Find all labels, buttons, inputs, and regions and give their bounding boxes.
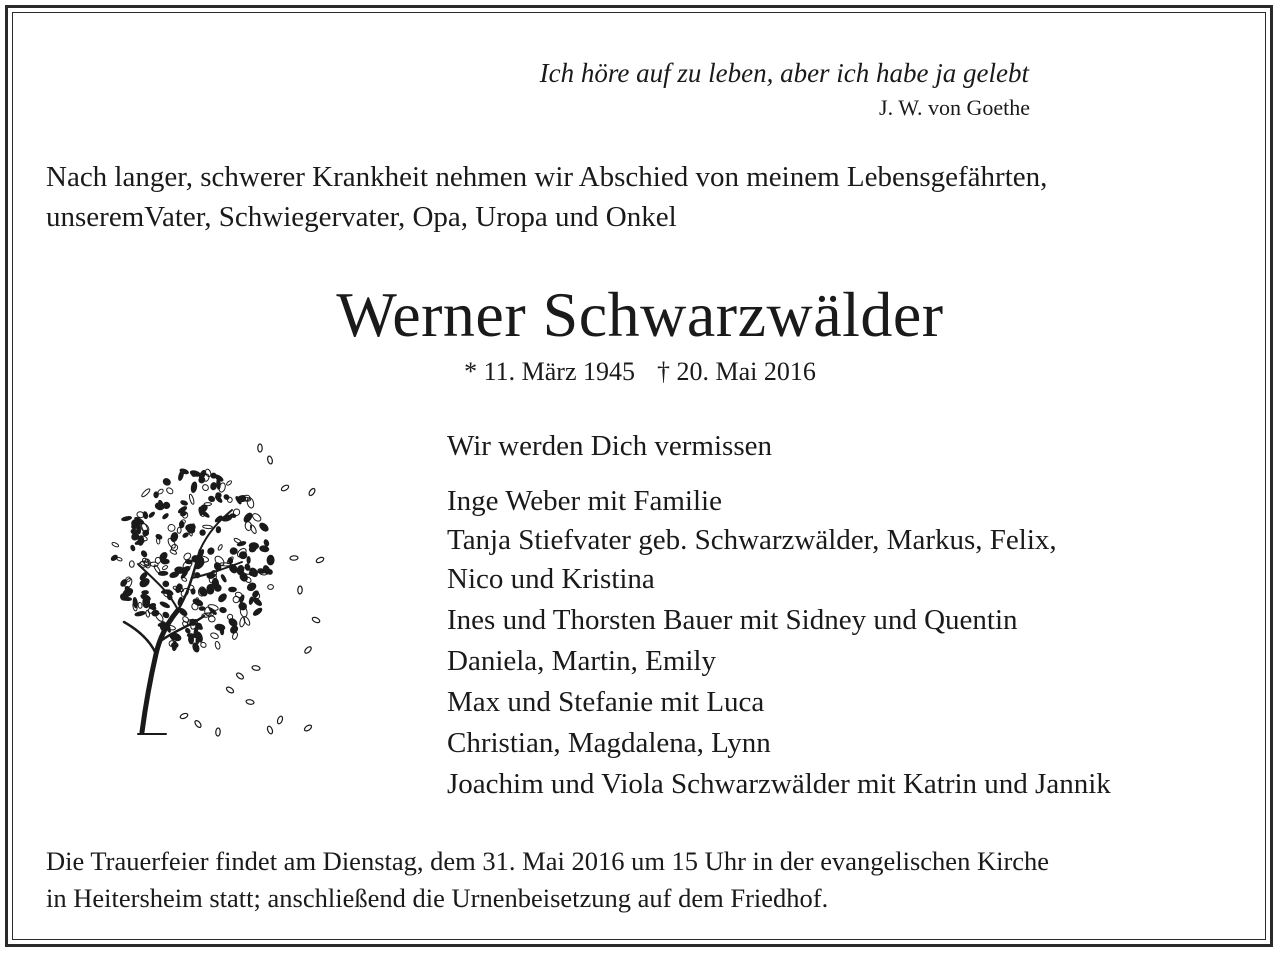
leaf [189, 494, 195, 505]
leaf [247, 556, 250, 563]
leaf [267, 555, 274, 565]
mourner-line: Christian, Magdalena, Lynn [447, 727, 771, 759]
falling-leaf [308, 487, 316, 496]
leaf [162, 565, 168, 571]
leaf [251, 512, 262, 523]
leaf [215, 624, 225, 631]
leaf [129, 561, 134, 567]
leaf [162, 477, 172, 486]
leaf [227, 497, 233, 503]
leaf [116, 557, 122, 562]
leaf [221, 514, 232, 522]
leaf [162, 513, 169, 520]
leaf [230, 548, 238, 555]
leaf [226, 480, 232, 486]
service-line-1: Die Trauerfeier findet am Dienstag, dem 31. Mai 2016 um 15 Uhr in der evangelischen Kirche [46, 846, 1050, 876]
leaf [172, 641, 177, 651]
deceased-name: Werner Schwarzwälder [336, 279, 944, 350]
leaf [217, 544, 223, 551]
leaf [191, 482, 198, 493]
leaf [249, 597, 254, 605]
falling-leaf [252, 665, 261, 671]
quote-text: Ich höre auf zu leben, aber ich habe ja gelebt [539, 58, 1029, 88]
leaf [220, 574, 227, 582]
leaf [185, 628, 191, 634]
leaf [185, 560, 192, 564]
leaf [135, 611, 146, 617]
leaf [199, 607, 205, 611]
leaf [201, 484, 209, 492]
leaf [208, 616, 216, 623]
leaf [249, 543, 259, 550]
leaf [217, 592, 228, 603]
mourners-heading: Wir werden Dich vermissen [447, 430, 772, 462]
leaf [157, 488, 164, 495]
falling-leaf [303, 724, 312, 732]
falling-leaf [216, 728, 221, 736]
mourner-line: Inge Weber mit Familie [447, 485, 722, 517]
falling-leaf [246, 699, 255, 705]
falling-leaf [267, 456, 273, 465]
leaf [210, 482, 217, 490]
service-info [46, 843, 1261, 917]
windblown-tree-icon [80, 440, 330, 740]
leaf [130, 545, 135, 552]
leaf [187, 633, 195, 637]
leaf [206, 547, 215, 556]
falling-leaf [276, 715, 283, 724]
falling-leaf [290, 556, 298, 561]
mourner-line: Daniela, Martin, Emily [447, 645, 716, 677]
leaf [199, 529, 206, 536]
death-date: † 20. Mai 2016 [657, 357, 816, 386]
leaf [267, 584, 273, 590]
leaf [182, 532, 189, 538]
leaf [229, 587, 237, 592]
leaf [192, 642, 200, 653]
falling-leaf [179, 712, 188, 719]
leaf [216, 527, 221, 533]
falling-leaf [311, 616, 320, 623]
falling-leaf [225, 686, 234, 694]
falling-leaf [315, 556, 324, 563]
leaf [140, 550, 148, 558]
leaf [178, 607, 188, 617]
quote-author: J. W. von Goethe [879, 95, 1030, 120]
leaf [121, 516, 132, 522]
falling-leaf [304, 646, 313, 655]
intro-line-2: unseremVater, Schwiegervater, Opa, Uropa und Onkel [46, 201, 677, 233]
service-line-2: in Heitersheim statt; anschließend die Urnenbeisetzung auf dem Friedhof. [46, 883, 829, 913]
falling-leaf [235, 672, 244, 680]
leaf [245, 564, 251, 571]
leaf [210, 632, 219, 640]
mourner-line: Max und Stefanie mit Luca [447, 686, 765, 718]
falling-leaf [258, 444, 263, 452]
leaf [180, 500, 188, 506]
leaf [141, 488, 151, 498]
mourners-section [447, 427, 1267, 805]
leaf [214, 495, 223, 504]
leaf [208, 495, 216, 502]
falling-leaf [266, 725, 273, 734]
mourner-line: Ines und Thorsten Bauer mit Sidney und Quentin [447, 604, 1018, 636]
leaf [143, 511, 149, 519]
mourner-line: Tanja Stiefvater geb. Schwarzwälder, Markus, Felix, [447, 524, 1057, 556]
falling-leaf [280, 484, 289, 492]
leaf [111, 542, 119, 548]
leaf [258, 522, 269, 533]
leaf [162, 581, 169, 588]
leaf [233, 537, 241, 544]
leaf [219, 607, 226, 613]
leaf [175, 585, 181, 593]
intro-text [46, 157, 1256, 237]
falling-leaf [298, 586, 303, 594]
leaf [239, 552, 246, 559]
mourner-line: Joachim und Viola Schwarzwälder mit Katrin und Jannik [447, 768, 1111, 800]
life-dates [0, 355, 1280, 389]
leaf [154, 611, 164, 622]
falling-leaf [194, 720, 202, 729]
leaf [167, 524, 175, 532]
leaf [177, 527, 181, 533]
leaf [138, 602, 143, 608]
leaf [203, 525, 213, 529]
mourner-line: Nico und Kristina [447, 563, 655, 595]
leaf [166, 487, 175, 495]
leaf [158, 571, 168, 575]
leaf [148, 511, 155, 518]
leaf [239, 594, 245, 603]
leaf [121, 597, 131, 601]
leaf [138, 560, 150, 568]
birth-date: * 11. März 1945 [464, 357, 635, 386]
leaf [249, 524, 257, 534]
intro-line-1: Nach langer, schwerer Krankheit nehmen wir Abschied von meinem Lebensgefährten, [46, 161, 1048, 193]
leaf [252, 607, 263, 617]
leaf [170, 532, 179, 543]
leaf [243, 512, 254, 524]
leaf [214, 641, 220, 650]
leaf [159, 601, 170, 609]
